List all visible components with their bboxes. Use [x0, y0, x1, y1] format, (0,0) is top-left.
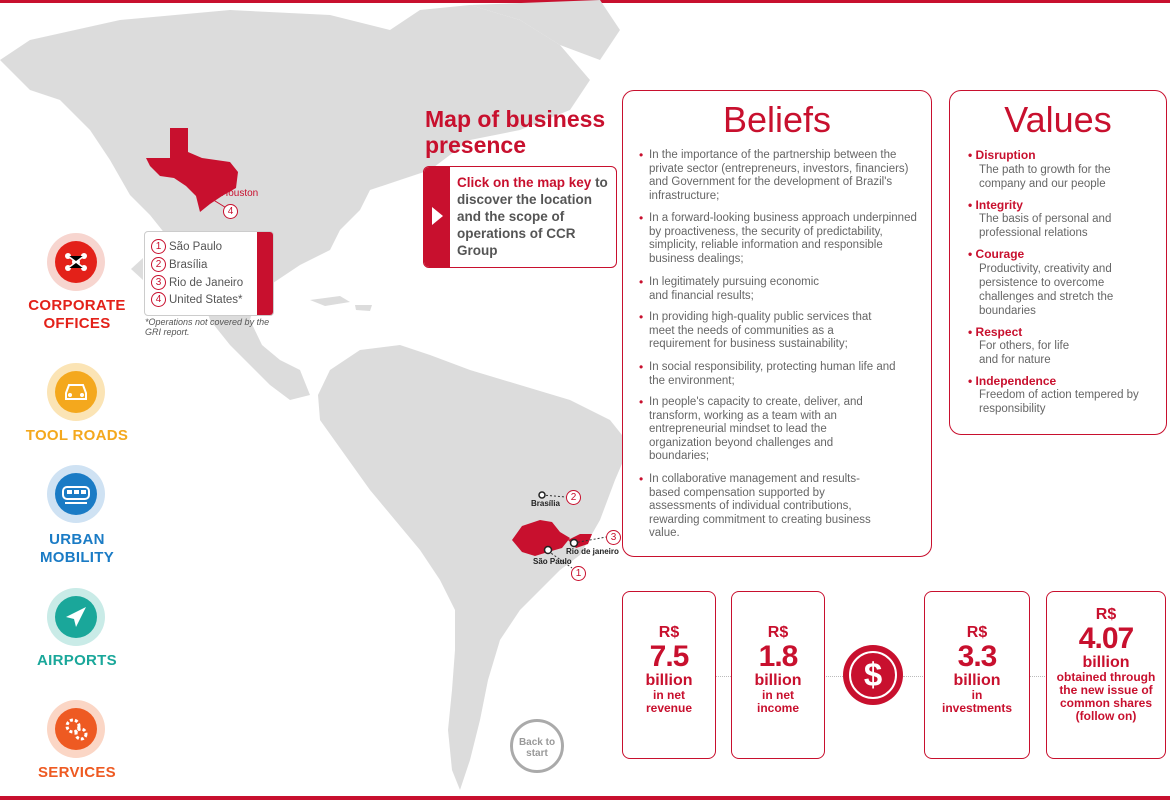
rio-label: Rio de janeiro: [566, 547, 619, 556]
key-label: Rio de Janeiro: [169, 276, 244, 289]
nav-airports[interactable]: [0, 588, 150, 673]
play-arrow-icon: [424, 167, 450, 267]
stat-desc: revenue: [645, 701, 693, 715]
brasilia-label: Brasília: [531, 499, 560, 508]
stat-value: 3.3: [957, 640, 997, 673]
stat-currency: R$: [658, 624, 680, 641]
stat-desc: income: [756, 701, 799, 715]
stat-desc: investments: [941, 701, 1013, 715]
key-item-sao-paulo[interactable]: [151, 239, 222, 254]
key-label: United States*: [169, 293, 243, 306]
rio-number-badge[interactable]: 3: [606, 530, 621, 545]
value-text: For others, for life and for nature: [979, 340, 1070, 366]
key-pointer: [131, 258, 143, 280]
houston-label: Houston: [221, 188, 259, 199]
map-title-line-2: presence: [425, 132, 527, 158]
train-icon: [47, 465, 105, 523]
value-name: • Independence: [968, 374, 1056, 388]
key-label: São Paulo: [169, 240, 223, 253]
stat-desc: in: [971, 688, 983, 702]
car-icon: [47, 363, 105, 421]
dotted-connector: [903, 676, 925, 677]
belief-item: • In people's capacity to create, deliver, and transform, working as a team with an entrepreneurial mindset to lead the organization beyond challenges and boundaries;: [649, 396, 879, 464]
value-name: • Courage: [968, 247, 1024, 261]
instruction-highlight: Click on the map key: [457, 175, 592, 190]
map-instruction-box: [423, 166, 617, 268]
belief-item: • In the importance of the partnership between the private sector (entrepreneurs, investors, financiers) and Government for the development of Brazil's infrastructure;: [649, 149, 919, 203]
value-name: • Disruption: [968, 148, 1036, 162]
key-item-united-states[interactable]: [151, 292, 243, 307]
stat-currency: R$: [966, 624, 988, 641]
brasilia-dot: [539, 492, 545, 498]
instruction-text: to discover the location and the scope of operations of CCR Group: [457, 175, 608, 258]
map-key-bar: [257, 232, 273, 315]
airplane-icon: [47, 588, 105, 646]
sao-paulo-label: São Paulo: [533, 557, 572, 566]
key-number: 4: [151, 292, 166, 307]
sao-paulo-number-badge[interactable]: 1: [571, 566, 586, 581]
bottom-border: [0, 796, 1170, 800]
back-to-start-button[interactable]: Back to start: [510, 719, 564, 773]
stat-follow-on: [1046, 591, 1166, 759]
dotted-connector: [1029, 676, 1047, 677]
stat-net-revenue: [622, 591, 716, 759]
key-number: 2: [151, 257, 166, 272]
values-title: Values: [1004, 99, 1112, 140]
dollar-icon: [843, 645, 903, 705]
map-title: [425, 106, 605, 158]
belief-item: • In a forward-looking business approach underpinned by proactiveness, the security of predictability, simplicity, reliable information and responsible business dealings;: [649, 212, 919, 266]
beliefs-panel: [622, 90, 932, 557]
key-label: Brasília: [169, 258, 208, 271]
key-item-rio-de-janeiro[interactable]: [151, 275, 243, 290]
gears-icon: [47, 700, 105, 758]
nav-urban-mobility[interactable]: [0, 465, 150, 570]
nav-toll-roads[interactable]: [0, 363, 150, 448]
beliefs-title: Beliefs: [722, 99, 832, 140]
belief-item: • In collaborative management and results-based compensation supported by assessments of individual contributions, rewarding commitment to creating business value.: [649, 473, 889, 541]
value-text: Freedom of action tempered by responsibility: [979, 389, 1139, 415]
dotted-connector: [715, 676, 731, 677]
stat-desc: obtained through the new issue of common shares (follow on): [1056, 670, 1156, 723]
stat-unit: billion: [645, 672, 693, 689]
belief-item: • In social responsibility, protecting human life and the environment;: [649, 361, 899, 388]
stat-desc: in net: [762, 688, 794, 702]
stat-unit: billion: [754, 672, 802, 689]
airports-label: AIRPORTS: [37, 652, 117, 669]
stat-value: 7.5: [649, 640, 689, 673]
stat-unit: billion: [1082, 654, 1130, 671]
nav-services[interactable]: [0, 700, 150, 785]
corporate-offices-icon: [47, 233, 105, 291]
stat-net-income: [731, 591, 825, 759]
dollar-symbol: $: [849, 651, 897, 699]
nav-corporate-offices[interactable]: [0, 233, 150, 343]
dotted-connector: [823, 676, 845, 677]
stat-desc: in net: [653, 688, 685, 702]
stat-currency: R$: [1095, 606, 1117, 623]
houston-number-badge[interactable]: 4: [223, 204, 238, 219]
brasilia-number-badge[interactable]: 2: [566, 490, 581, 505]
sao-paulo-dot: [545, 547, 552, 554]
values-panel: [949, 90, 1167, 435]
map-title-line-1: Map of business: [425, 106, 606, 132]
stat-investments: [924, 591, 1030, 759]
value-name: • Respect: [968, 325, 1022, 339]
stat-value: 1.8: [758, 640, 798, 673]
key-item-brasilia[interactable]: [151, 257, 207, 272]
urban-mobility-label-1: URBAN: [49, 531, 105, 548]
gri-note: *Operations not covered by the GRI report.: [145, 317, 270, 337]
rio-dot: [571, 540, 578, 547]
belief-item: • In providing high-quality public services that meet the needs of communities as a requirement for business sustainability;: [649, 311, 889, 352]
corporate-offices-label-2: OFFICES: [43, 315, 111, 332]
value-name: • Integrity: [968, 198, 1023, 212]
stat-value: 4.07: [1078, 622, 1134, 655]
urban-mobility-label-2: MOBILITY: [39, 549, 115, 566]
value-text: Productivity, creativity and persistence to overcome challenges and stretch the boundaries: [979, 263, 1114, 317]
map-key: [144, 231, 274, 316]
key-number: 3: [151, 275, 166, 290]
toll-roads-label: TOOL ROADS: [25, 427, 129, 444]
value-text: The path to growth for the company and our people: [979, 164, 1111, 190]
caribbean-islands: [310, 296, 372, 311]
stat-currency: R$: [767, 624, 789, 641]
key-number: 1: [151, 239, 166, 254]
belief-item: • In legitimately pursuing economic and financial results;: [649, 276, 829, 303]
corporate-offices-label-1: CORPORATE: [28, 297, 126, 314]
stat-unit: billion: [953, 672, 1001, 689]
value-text: The basis of personal and professional relations: [979, 213, 1112, 239]
services-label: SERVICES: [38, 764, 116, 781]
